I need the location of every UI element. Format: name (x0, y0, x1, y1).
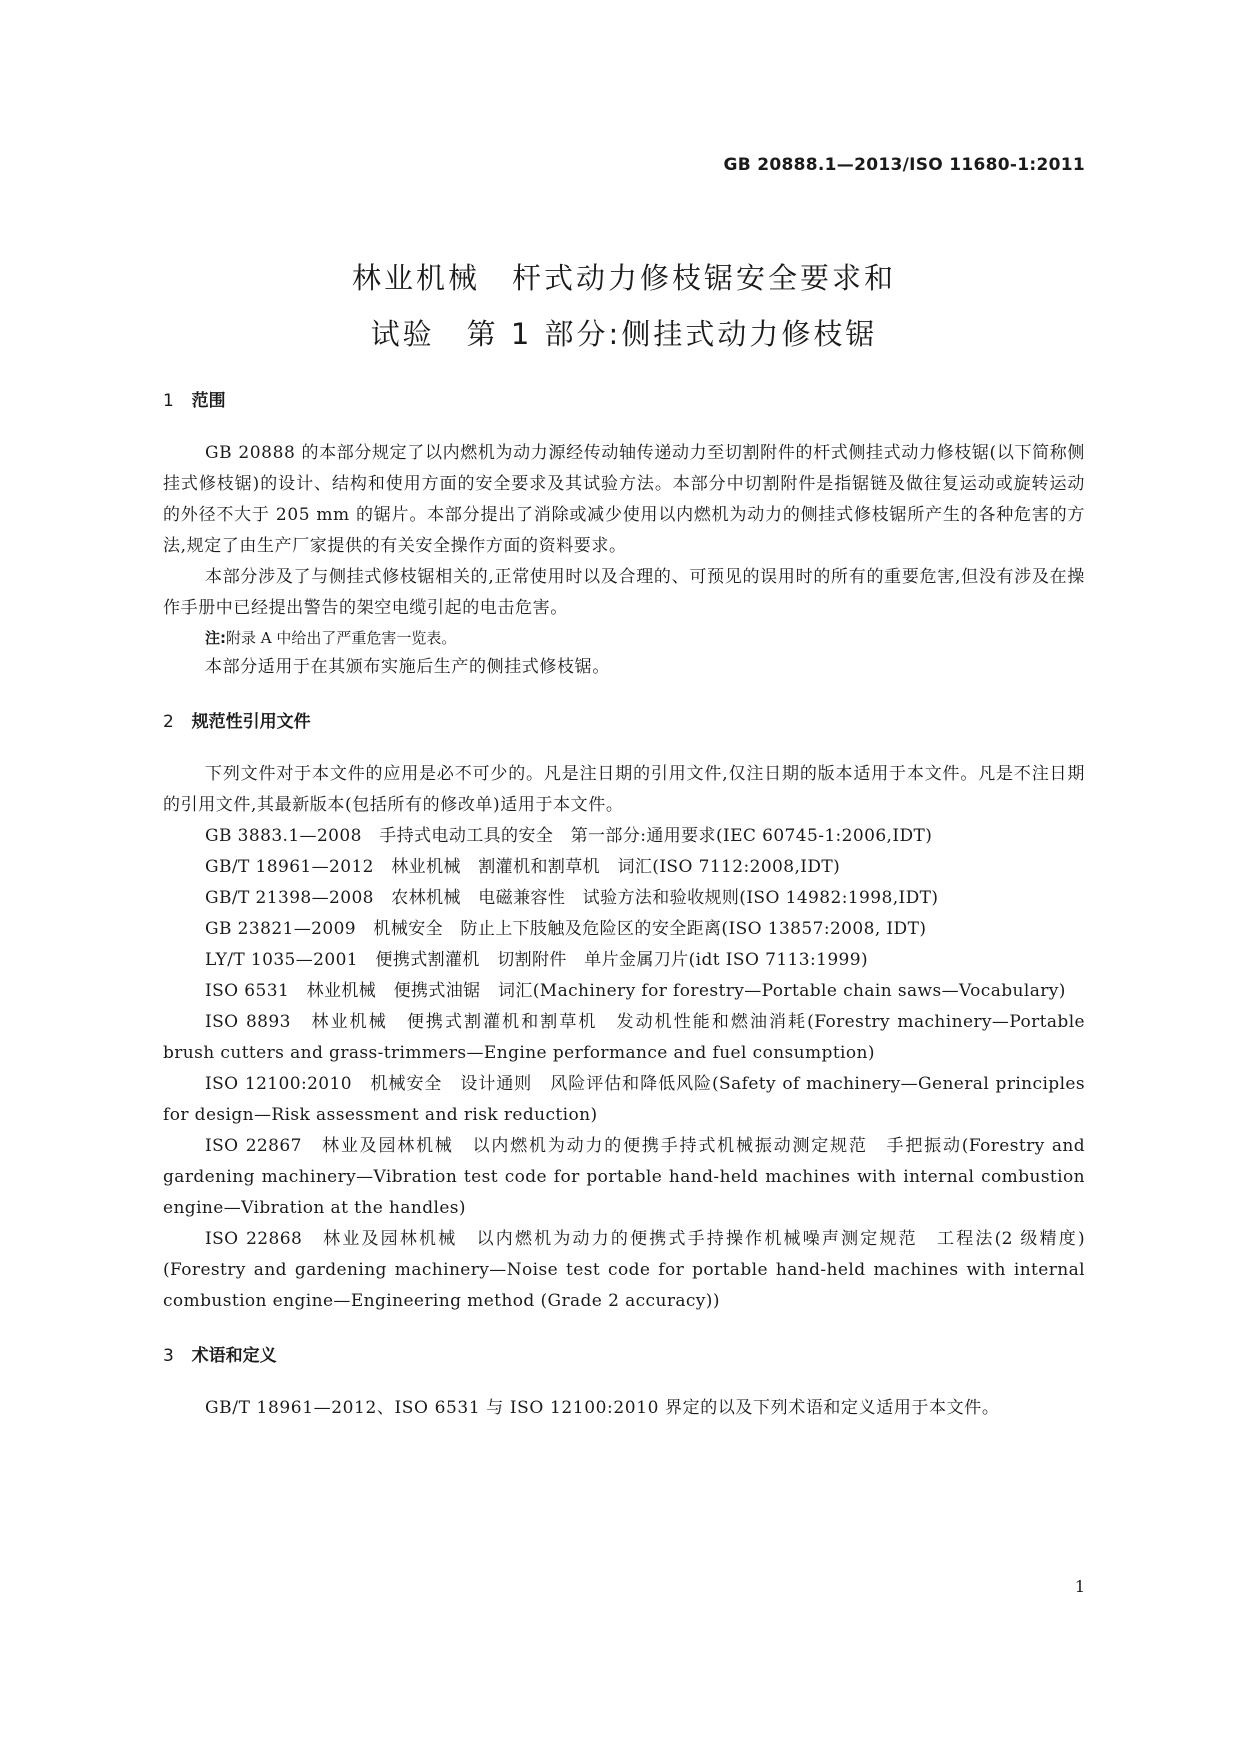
reference-item: ISO 22867 林业及园林机械 以内燃机为动力的便携手持式机械振动测定规范 手把振动(Forestry and gardening machinery—Vibration test code for portable hand-held machines with internal combustion engine—Vibration at the handles) (163, 1136, 1085, 1218)
section-1-paragraph-1: GB 20888 的本部分规定了以内燃机为动力源经传动轴传递动力至切割附件的杆式侧挂式动力修枝锯(以下简称侧挂式修枝锯)的设计、结构和使用方面的安全要求及其试验方法。本部分中切割附件是指锯链及做往复运动或旋转运动的外径不大于 205 mm 的锯片。本部分提出了消除或减少使用以内燃机为动力的侧挂式修枝锯所产生的各种危害的方法,规定了由生产厂家提供的有关安全操作方面的资料要求。 (163, 443, 1085, 556)
reference-item: ISO 8893 林业机械 便携式割灌机和割草机 发动机性能和燃油消耗(Forestry machinery—Portable brush cutters and grass-trimmers—Engine performance and fuel consumption) (163, 1012, 1085, 1063)
note-label: 注: (205, 629, 226, 647)
section-1-number: 1 (163, 391, 174, 411)
reference-item: LY/T 1035—2001 便携式割灌机 切割附件 单片金属刀片(idt ISO 7113:1999) (205, 950, 868, 970)
reference-item: GB/T 18961—2012 林业机械 割灌机和割草机 词汇(ISO 7112:2008,IDT) (205, 857, 841, 877)
title-line-2: 试验 第 1 部分:侧挂式动力修枝锯 (370, 317, 878, 351)
section-3-number: 3 (163, 1346, 174, 1366)
standard-code: GB 20888.1—2013/ISO 11680-1:2011 (723, 155, 1085, 175)
section-1-title: 范围 (191, 391, 226, 411)
section-3-paragraph-1: GB/T 18961—2012、ISO 6531 与 ISO 12100:2010 界定的以及下列术语和定义适用于本文件。 (205, 1398, 1000, 1418)
reference-item: GB/T 21398—2008 农林机械 电磁兼容性 试验方法和验收规则(ISO 14982:1998,IDT) (205, 888, 939, 908)
section-1-paragraph-3: 本部分适用于在其颁布实施后生产的侧挂式修枝锯。 (205, 657, 610, 677)
section-2-intro: 下列文件对于本文件的应用是必不可少的。凡是注日期的引用文件,仅注日期的版本适用于本文件。凡是不注日期的引用文件,其最新版本(包括所有的修改单)适用于本文件。 (163, 764, 1085, 815)
section-1-paragraph-2: 本部分涉及了与侧挂式修枝锯相关的,正常使用时以及合理的、可预见的误用时的所有的重要危害,但没有涉及在操作手册中已经提出警告的架空电缆引起的电击危害。 (163, 567, 1085, 618)
section-1-note (163, 624, 1085, 652)
reference-item: ISO 22868 林业及园林机械 以内燃机为动力的便携式手持操作机械噪声测定规范 工程法(2 级精度)(Forestry and gardening machinery—Noise test code for portable hand-held machines with internal combustion engine—Engineering method (Grade 2 accuracy)) (163, 1229, 1085, 1311)
document-body (163, 386, 1085, 1424)
section-2-number: 2 (163, 712, 174, 732)
section-2-heading (163, 707, 1085, 737)
document-title (0, 250, 1248, 362)
reference-item: GB 3883.1—2008 手持式电动工具的安全 第一部分:通用要求(IEC 60745-1:2006,IDT) (205, 826, 933, 846)
section-3-title: 术语和定义 (191, 1346, 277, 1366)
reference-item: ISO 6531 林业机械 便携式油锯 词汇(Machinery for forestry—Portable chain saws—Vocabulary) (205, 981, 1066, 1001)
section-3-heading (163, 1341, 1085, 1371)
section-1-heading (163, 386, 1085, 416)
note-text: 附录 A 中给出了严重危害一览表。 (226, 629, 457, 647)
section-2-title: 规范性引用文件 (191, 712, 311, 732)
page-number: 1 (1074, 1577, 1085, 1596)
reference-item: GB 23821—2009 机械安全 防止上下肢触及危险区的安全距离(ISO 13857:2008, IDT) (205, 919, 927, 939)
title-line-1: 林业机械 杆式动力修枝锯安全要求和 (351, 261, 896, 295)
reference-item: ISO 12100:2010 机械安全 设计通则 风险评估和降低风险(Safety of machinery—General principles for design—Risk assessment and risk reduction) (163, 1074, 1085, 1125)
